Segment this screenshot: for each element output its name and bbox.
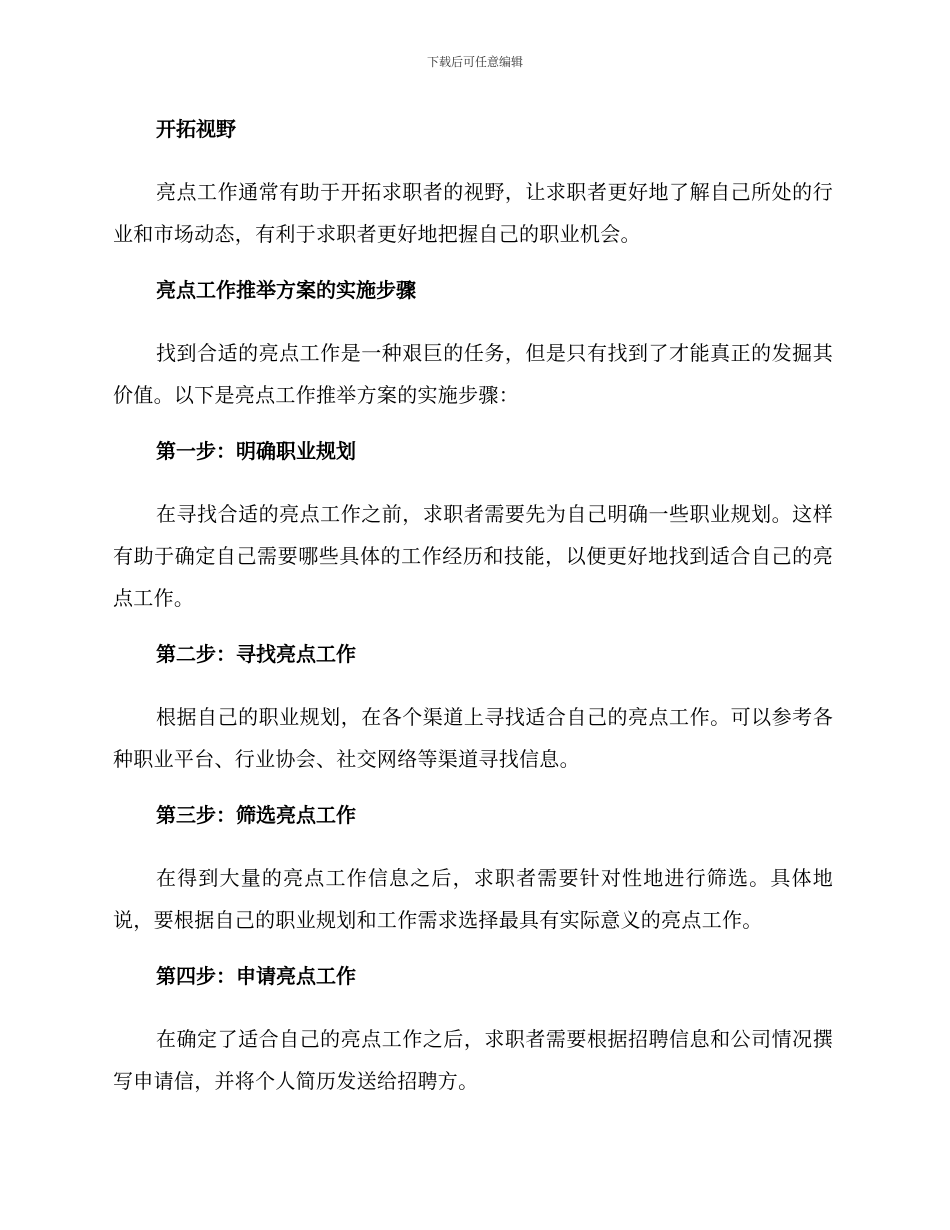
step-1-paragraph: 在寻找合适的亮点工作之前，求职者需要先为自己明确一些职业规划。这样有助于确定自己需要哪些具体的工作经历和技能，以便更好地找到适合自己的亮点工作。 bbox=[113, 502, 833, 610]
paragraph-broaden-vision: 亮点工作通常有助于开拓求职者的视野，让求职者更好地了解自己所处的行业和市场动态，有利于求职者更好地把握自己的职业机会。 bbox=[113, 180, 833, 246]
paragraph-implementation-intro: 找到合适的亮点工作是一种艰巨的任务，但是只有找到了才能真正的发掘其价值。以下是亮点工作推举方案的实施步骤： bbox=[113, 341, 833, 407]
section-heading-broaden-vision: 开拓视野 bbox=[156, 117, 236, 141]
step-4-paragraph: 在确定了适合自己的亮点工作之后，求职者需要根据招聘信息和公司情况撰写申请信，并将个人简历发送给招聘方。 bbox=[113, 1027, 833, 1093]
step-4-heading: 第四步：申请亮点工作 bbox=[156, 964, 356, 988]
section-heading-implementation-steps: 亮点工作推举方案的实施步骤 bbox=[156, 278, 416, 302]
step-1-heading: 第一步：明确职业规划 bbox=[156, 439, 356, 463]
step-3-heading: 第三步：筛选亮点工作 bbox=[156, 803, 356, 827]
step-3-paragraph: 在得到大量的亮点工作信息之后，求职者需要针对性地进行筛选。具体地说，要根据自己的职业规划和工作需求选择最具有实际意义的亮点工作。 bbox=[113, 866, 833, 932]
page-header-note: 下载后可任意编辑 bbox=[426, 55, 523, 69]
step-2-paragraph: 根据自己的职业规划，在各个渠道上寻找适合自己的亮点工作。可以参考各种职业平台、行业协会、社交网络等渠道寻找信息。 bbox=[113, 705, 833, 771]
document-body bbox=[113, 112, 833, 1120]
step-2-heading: 第二步：寻找亮点工作 bbox=[156, 642, 356, 666]
